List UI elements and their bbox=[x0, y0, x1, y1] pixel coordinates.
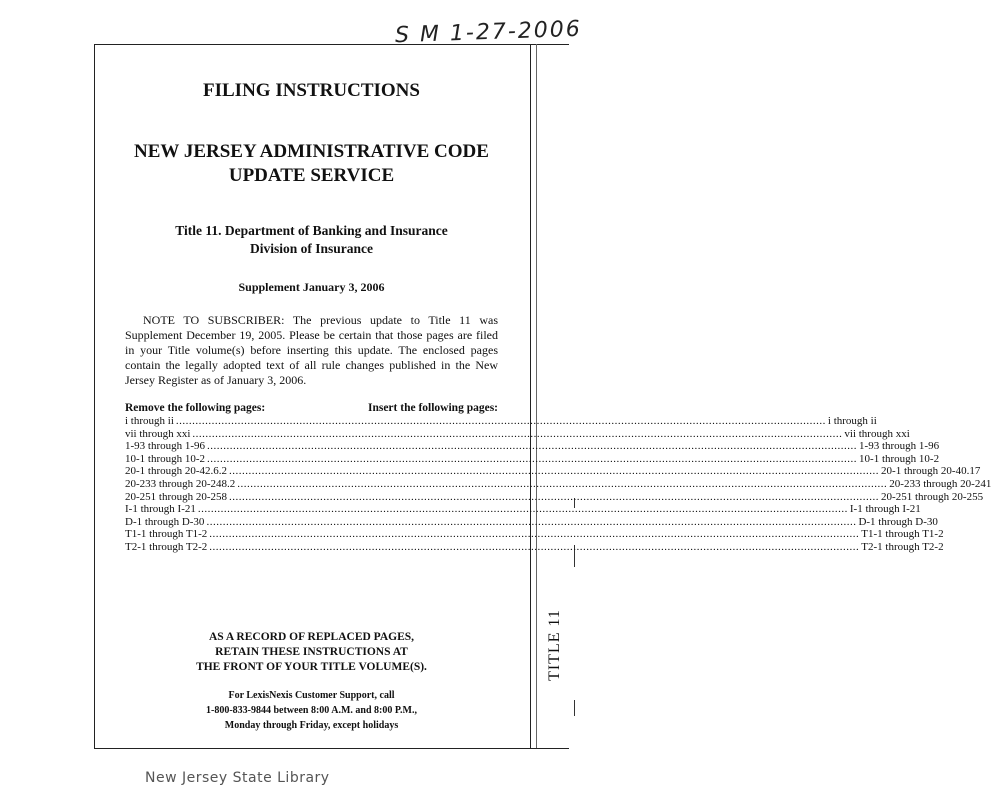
insert-pages-cell: 20-233 through 20-241 bbox=[889, 477, 991, 490]
insert-pages-cell: 20-251 through 20-255 bbox=[881, 490, 984, 503]
remove-pages-cell: I-1 through I-21 bbox=[125, 503, 196, 516]
table-row bbox=[125, 427, 910, 441]
insert-pages-cell: 1-93 through 1-96 bbox=[859, 440, 940, 453]
remove-pages-header: Remove the following pages: bbox=[125, 402, 266, 414]
remove-pages-cell: 10-1 through 10-2 bbox=[125, 452, 206, 465]
insert-pages-cell: 20-1 through 20-40.17 bbox=[881, 465, 981, 478]
margin-tick-mark bbox=[574, 700, 575, 716]
code-title bbox=[125, 140, 498, 188]
support-line-2: 1-800-833-9844 between 8:00 A.M. and 8:00 P.M., bbox=[205, 705, 417, 716]
retain-line-3: THE FRONT OF YOUR TITLE VOLUME(S). bbox=[196, 661, 427, 673]
retain-instructions bbox=[125, 630, 498, 675]
remove-pages-cell: vii through xxi bbox=[125, 427, 191, 440]
library-stamp: New Jersey State Library bbox=[145, 770, 330, 786]
leader-dots: ........................................................................................................................................................................................................ bbox=[206, 515, 857, 528]
supplement-date: Supplement January 3, 2006 bbox=[238, 280, 385, 294]
support-line-1: For LexisNexis Customer Support, call bbox=[228, 690, 395, 701]
page-frame-left bbox=[94, 44, 95, 748]
support-line-3: Monday through Friday, except holidays bbox=[224, 720, 399, 731]
title-tab-label: TITLE 11 bbox=[546, 609, 564, 681]
remove-pages-cell: T2-1 through T2-2 bbox=[125, 540, 208, 553]
leader-dots: ........................................................................................................................................................................................................ bbox=[209, 528, 860, 541]
leader-dots: ........................................................................................................................................................................................................ bbox=[192, 427, 843, 440]
pages-table bbox=[125, 415, 991, 554]
insert-pages-cell: i through ii bbox=[827, 415, 877, 427]
table-row bbox=[125, 540, 944, 554]
leader-dots: ........................................................................................................................................................................................................ bbox=[207, 452, 858, 465]
table-row bbox=[125, 503, 921, 516]
pages-table-header bbox=[125, 402, 498, 415]
insert-pages-cell: T1-1 through T1-2 bbox=[861, 528, 944, 541]
table-row bbox=[125, 440, 940, 453]
remove-pages-cell: 20-233 through 20-248.2 bbox=[125, 477, 236, 490]
remove-pages-cell: 20-251 through 20-258 bbox=[125, 490, 228, 503]
tab-divider-line bbox=[530, 44, 531, 748]
insert-pages-cell: I-1 through I-21 bbox=[849, 503, 921, 516]
remove-pages-cell: i through ii bbox=[125, 415, 174, 427]
table-row bbox=[125, 490, 984, 504]
code-title-line-1: NEW JERSEY ADMINISTRATIVE CODE bbox=[134, 141, 489, 162]
handwritten-date-note: S M 1-27-2006 bbox=[394, 16, 583, 49]
page-title: FILING INSTRUCTIONS bbox=[203, 80, 420, 101]
insert-pages-cell: T2-1 through T2-2 bbox=[861, 540, 944, 553]
retain-line-1: AS A RECORD OF REPLACED PAGES, bbox=[208, 631, 415, 643]
leader-dots: ........................................................................................................................................................................................................ bbox=[209, 540, 860, 553]
page-frame-bottom bbox=[94, 748, 569, 749]
table-row bbox=[125, 477, 991, 491]
leader-dots: ........................................................................................................................................................................................................ bbox=[229, 465, 880, 478]
customer-support-info bbox=[125, 688, 498, 733]
table-row bbox=[125, 465, 981, 478]
leader-dots: ........................................................................................................................................................................................................ bbox=[175, 415, 826, 427]
retain-line-2: RETAIN THESE INSTRUCTIONS AT bbox=[215, 646, 408, 658]
document-body bbox=[125, 80, 991, 554]
title-tab bbox=[535, 600, 575, 690]
remove-pages-cell: T1-1 through T1-2 bbox=[125, 528, 208, 541]
insert-pages-header: Insert the following pages: bbox=[367, 402, 498, 414]
subscriber-note: NOTE TO SUBSCRIBER: The previous update to Title 11 was Supplement December 19, 2005. Please be certain that those pages are filed in your Title volume(s) before inserting this update. The enclosed pages contain the legally adopted text of all rule changes published in the New Jersey Register as of January 3, 2006. bbox=[125, 313, 498, 387]
title-heading bbox=[125, 222, 498, 258]
insert-pages-cell: D-1 through D-30 bbox=[858, 515, 938, 528]
title-heading-line-2: Division of Insurance bbox=[249, 241, 374, 256]
insert-pages-cell: vii through xxi bbox=[844, 427, 910, 440]
leader-dots: ........................................................................................................................................................................................................ bbox=[229, 490, 880, 503]
insert-pages-cell: 10-1 through 10-2 bbox=[859, 452, 940, 465]
table-row bbox=[125, 528, 944, 541]
table-row bbox=[125, 515, 938, 529]
page-frame-top bbox=[94, 44, 569, 45]
table-row bbox=[125, 415, 877, 428]
remove-pages-cell: D-1 through D-30 bbox=[125, 515, 205, 528]
leader-dots: ........................................................................................................................................................................................................ bbox=[197, 503, 848, 516]
code-title-line-2: UPDATE SERVICE bbox=[228, 165, 395, 186]
remove-pages-cell: 20-1 through 20-42.6.2 bbox=[125, 465, 228, 478]
leader-dots: ........................................................................................................................................................................................................ bbox=[207, 440, 858, 453]
title-heading-line-1: Title 11. Department of Banking and Insurance bbox=[175, 223, 448, 238]
remove-pages-cell: 1-93 through 1-96 bbox=[125, 440, 206, 453]
leader-dots: ........................................................................................................................................................................................................ bbox=[237, 477, 888, 490]
table-row bbox=[125, 452, 940, 466]
